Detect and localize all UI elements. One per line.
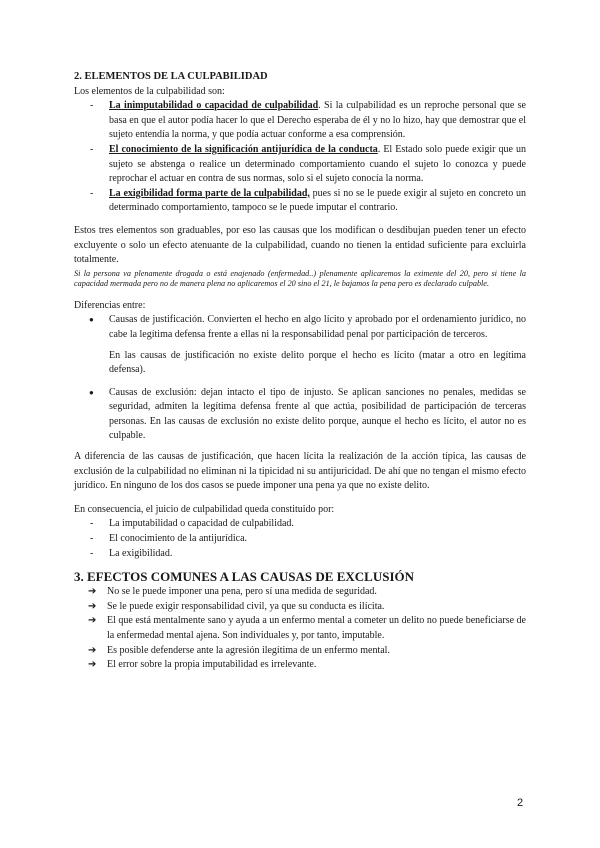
item-lead: La inimputabilidad o capacidad de culpabilidad bbox=[109, 100, 319, 112]
page-number: 2 bbox=[517, 797, 524, 809]
item-text: La imputabilidad o capacidad de culpabilidad. bbox=[109, 518, 294, 530]
dash-marker: - bbox=[90, 187, 94, 199]
list-item bbox=[74, 99, 526, 143]
consequence-intro: En consecuencia, el juicio de culpabilidad queda constituido por: bbox=[74, 503, 335, 515]
section-3-heading: 3. EFECTOS COMUNES A LAS CAUSAS DE EXCLUSIÓN bbox=[74, 569, 415, 585]
dash-marker: - bbox=[90, 100, 94, 112]
justification-subparagraph: En las causas de justificación no existe delito porque el hecho es lícito (matar a otro en legítima defensa). bbox=[109, 349, 526, 376]
effects-list bbox=[74, 585, 526, 673]
list-item bbox=[74, 658, 526, 673]
arrow-icon: ➔ bbox=[88, 659, 97, 671]
elements-intro: Los elementos de la culpabilidad son: bbox=[74, 85, 225, 97]
item-lead: El conocimiento de la significación antijurídica de la conducta bbox=[109, 143, 378, 155]
list-item bbox=[74, 644, 526, 659]
list-item bbox=[74, 547, 526, 562]
item-text: pues si no se le puede exigir al sujeto en concreto un determinado comportamiento, tampoco se le puede imputar el contrario. bbox=[109, 187, 526, 214]
list-item bbox=[74, 187, 526, 216]
difference-paragraph: A diferencia de las causas de justificación, que hacen lícita la realización de la acción típica, las causas de exclusión de la culpabilidad no eliminan ni la tipicidad ni su antijuricidad. De ahí que no tengan el mismo efecto jurídico. En ninguno de los dos casos se puede imponer una pena ya que no existe delito. bbox=[74, 451, 526, 492]
arrow-icon: ➔ bbox=[88, 644, 97, 656]
item-text: Se le puede exigir responsabilidad civil, ya que su conducta es ilícita. bbox=[107, 600, 385, 612]
item-text: Causas de exclusión: dejan intacto el tipo de injusto. Se aplican sanciones no penales, medidas se seguridad, admiten la legítima defensa frente al que actúa, posibilidad de participación de terceras personas. En las causas de exclusión no existe delito porque, aunque el hecho es lícito, el autor no es culpable. bbox=[109, 386, 526, 442]
item-text: El que está mentalmente sano y ayuda a un enfermo mental a cometer un delito no puede beneficiarse de la enfermedad mental ajena. Son individuales y, por tanto, imputable. bbox=[107, 615, 526, 641]
list-item bbox=[74, 143, 526, 187]
item-text: . El Estado solo puede exigir que un sujeto se abstenga o realice un determinado comportamiento cuando el sujeto lo conozca y puede reprochar el actuar en contra de sus normas, solo si el sujeto conocía la norma. bbox=[109, 143, 526, 185]
dash-marker: - bbox=[90, 533, 94, 545]
item-text: El error sobre la propia imputabilidad es irrelevante. bbox=[107, 659, 317, 671]
list-item bbox=[74, 600, 526, 615]
item-text: . Si la culpabilidad es un reproche personal que se basa en que el autor podía hacer lo que el Derecho esperaba de él y no lo hizo, hay que demostrar que el sujeto entendía la norma, y que podía actuar conforme a esa comprensión. bbox=[109, 100, 526, 141]
list-item bbox=[74, 517, 526, 532]
item-text: No se le puede imponer una pena, pero sí una medida de seguridad. bbox=[107, 586, 377, 598]
elements-list bbox=[74, 99, 526, 216]
arrow-icon: ➔ bbox=[88, 586, 97, 598]
list-item bbox=[74, 585, 526, 600]
italic-note: Si la persona va plenamente drogada o está enajenado (enfermedad..) plenamente aplicaremos la eximente del 20, pero si tiene la capacidad mermada pero no de manera plena no aplicaremos el 20 sino el 21, le bajamos la pena pero es declarado culpable. bbox=[74, 268, 526, 289]
dash-marker: - bbox=[90, 518, 94, 530]
page-content bbox=[74, 70, 526, 673]
item-lead: La exigibilidad forma parte de la culpabilidad, bbox=[109, 187, 310, 199]
item-text: El conocimiento de la antijurídica. bbox=[109, 533, 248, 545]
graduable-paragraph: Estos tres elementos son graduables, por eso las causas que los modifican o desdibujan pueden tener un efecto excluyente o solo un efecto atenuante de la culpabilidad, cuando no tienen la entidad suficiente para excluirla totalmente. bbox=[74, 224, 526, 266]
bullet-marker: ● bbox=[89, 387, 94, 397]
list-item bbox=[74, 614, 526, 643]
list-item bbox=[74, 313, 526, 342]
differences-intro: Diferencias entre: bbox=[74, 299, 146, 311]
list-item bbox=[74, 532, 526, 547]
item-text: La exigibilidad. bbox=[109, 547, 173, 559]
list-item bbox=[74, 386, 526, 444]
differences-list-2 bbox=[74, 386, 526, 444]
item-text: Es posible defenderse ante la agresión ilegítima de un enfermo mental. bbox=[107, 644, 390, 656]
differences-list bbox=[74, 313, 526, 342]
bullet-marker: ● bbox=[89, 315, 94, 325]
arrow-icon: ➔ bbox=[88, 600, 97, 612]
arrow-icon: ➔ bbox=[88, 615, 97, 627]
dash-marker: - bbox=[90, 143, 94, 155]
dash-marker: - bbox=[90, 547, 94, 559]
section-2-heading: 2. ELEMENTOS DE LA CULPABILIDAD bbox=[74, 71, 268, 82]
item-text: Causas de justificación. Convierten el hecho en algo lícito y aprobado por el ordenamiento jurídico, no cabe la legítima defensa frente a ellas ni la responsabilidad penal por participación de terceros. bbox=[109, 314, 526, 340]
consequence-list bbox=[74, 517, 526, 561]
